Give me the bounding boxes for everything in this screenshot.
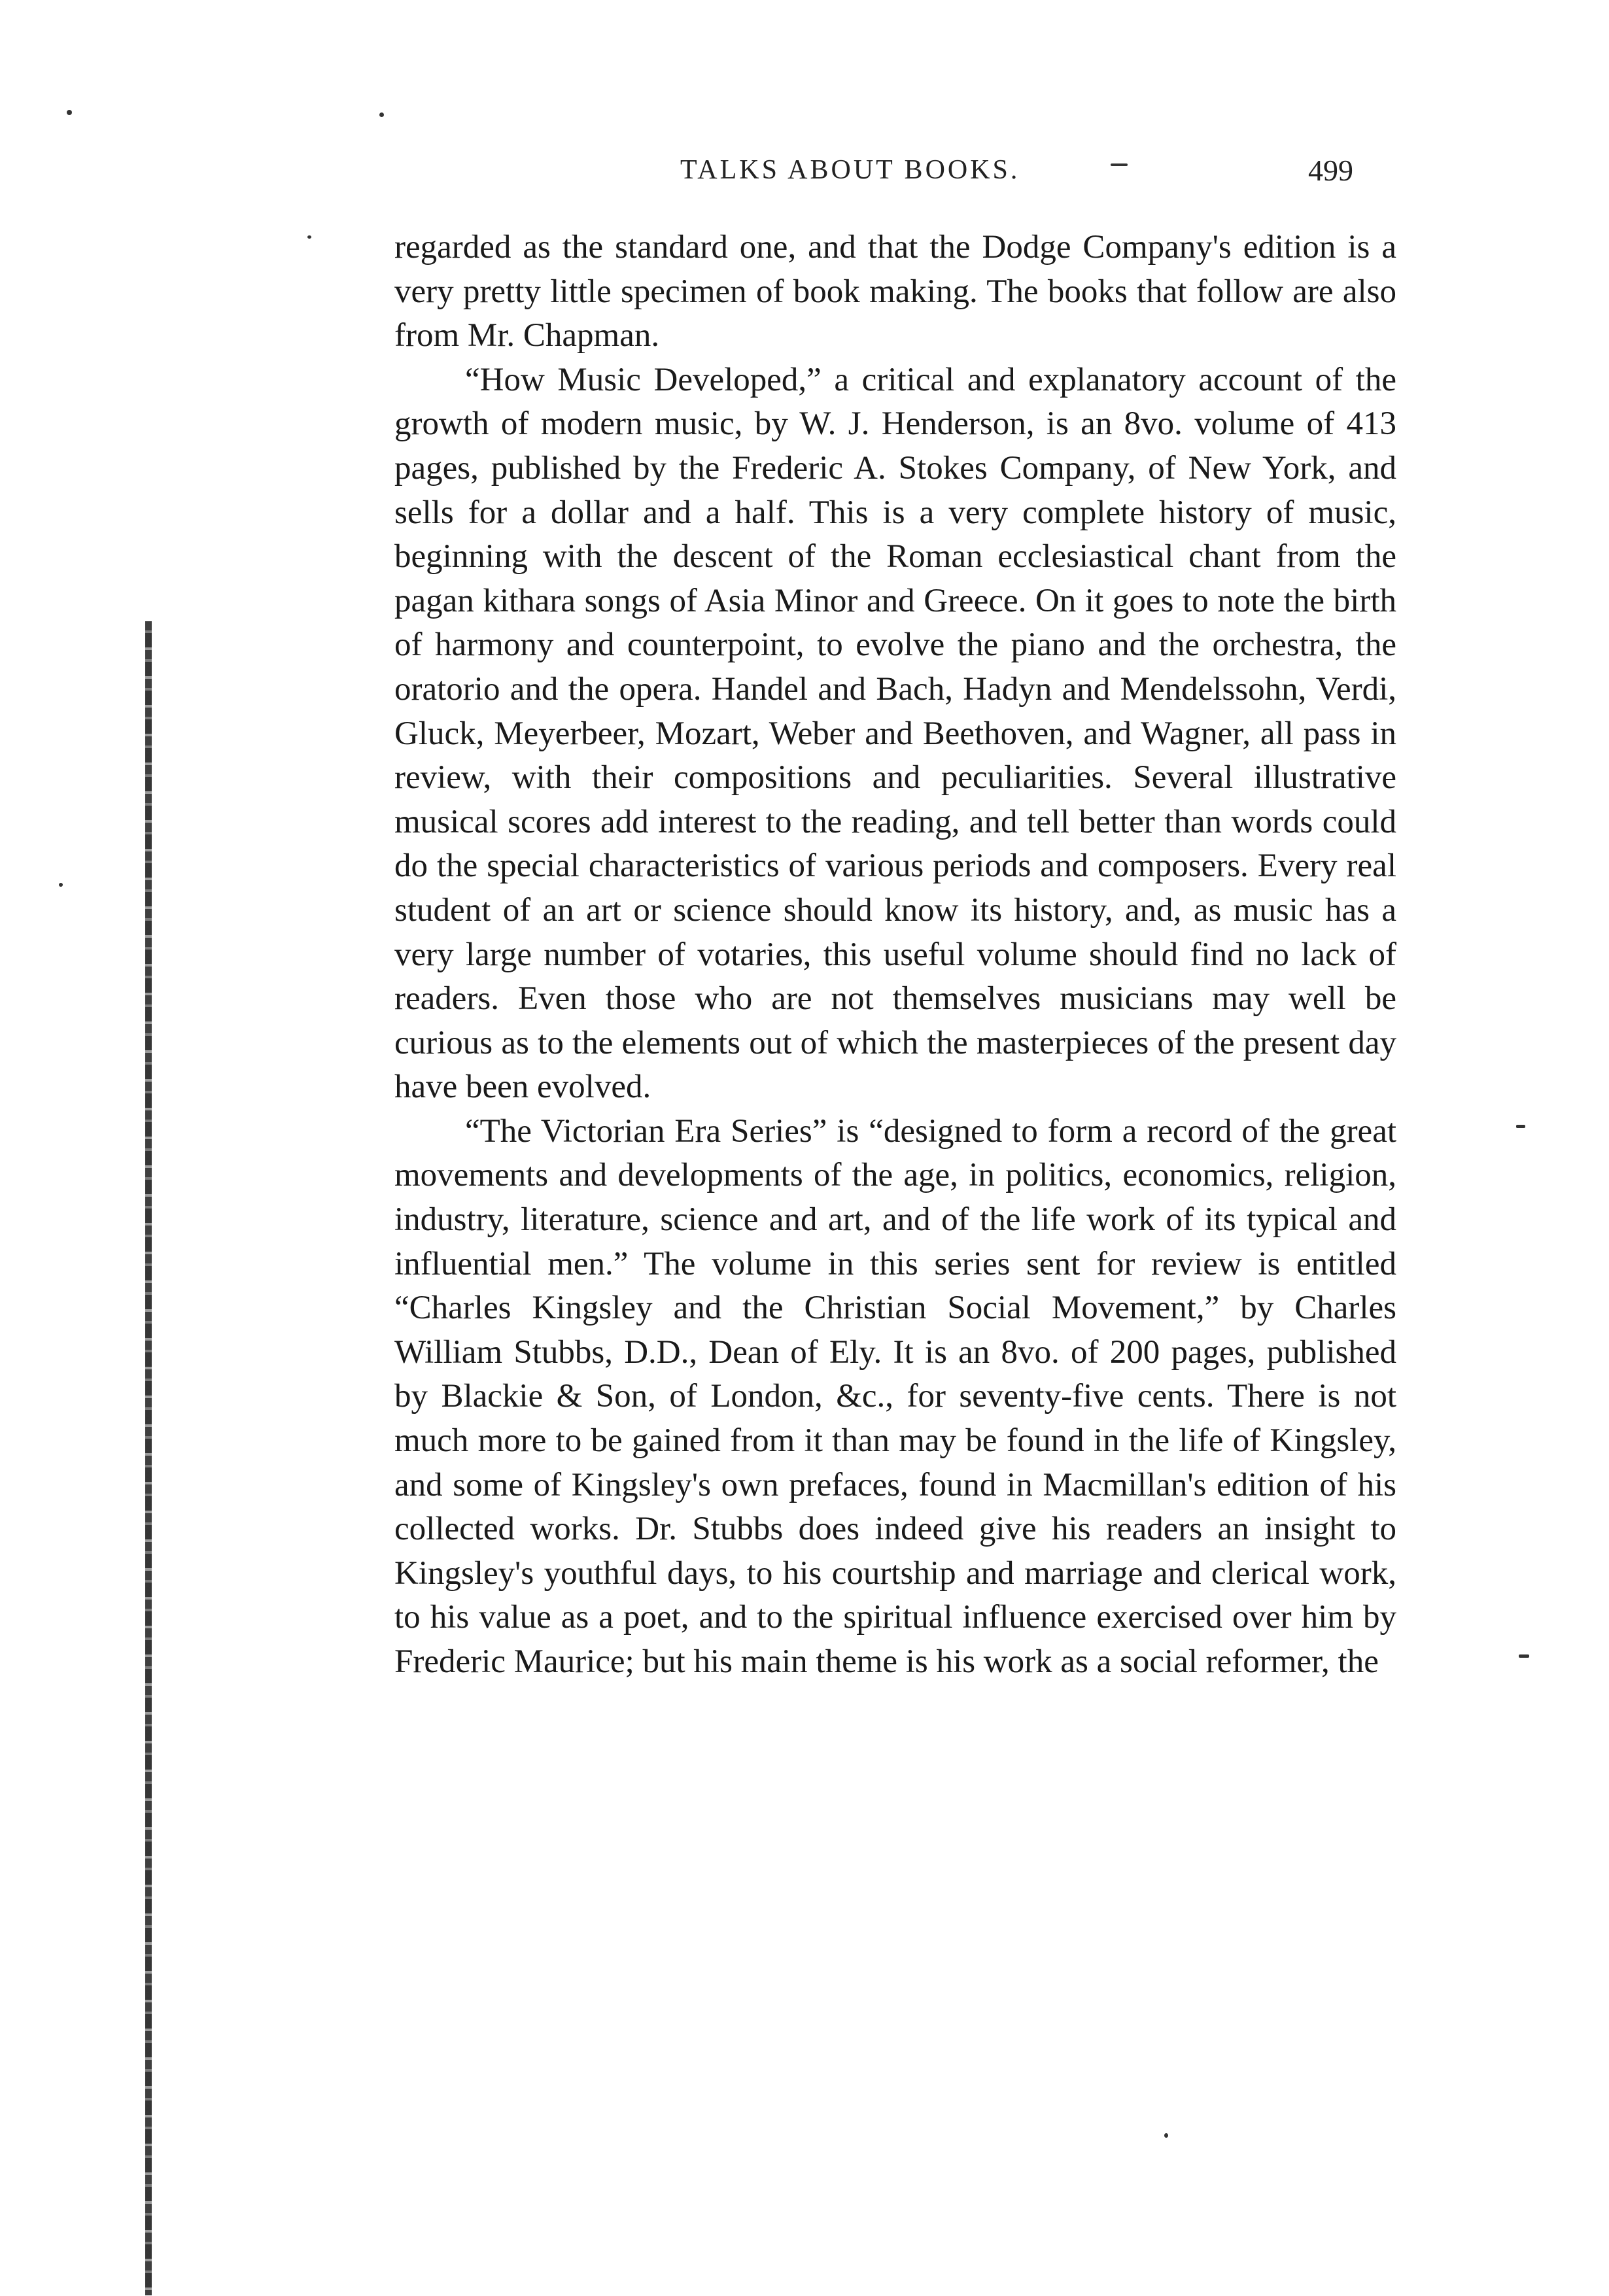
scan-speck [59, 883, 63, 887]
scan-speck [67, 110, 72, 115]
running-head: TALKS ABOUT BOOKS. [680, 155, 1020, 185]
scan-speck [1164, 2133, 1168, 2138]
paragraph-victorian-era-series: “The Victorian Era Series” is “designed to form a record of the great movements and developments of the age, in politics, economics, religion, industry, literature, science and art, and of the life work of its typical and influential men.” The volume in this series sent for review is entitled “Charles Kingsley and the Christian Social Movement,” by Charles William Stubbs, D.D., Dean of Ely. It is an 8vo. of 200 pages, published by Blackie & Son, of London, &c., for seventy-five cents. There is not much more to be gained from it than may be found in the life of Kingsley, and some of Kingsley's own prefaces, found in Macmillan's edition of his collected works. Dr. Stubbs does indeed give his readers an insight to Kingsley's youthful days, to his courtship and marriage and clerical work, to his value as a poet, and to the spiritual influence exercised over him by Frederic Maurice; but his main theme is his work as a social reformer, the [394, 1112, 1396, 1680]
body-text [394, 226, 1396, 1685]
binding-edge-shadow [145, 621, 152, 2295]
scan-speck [379, 112, 384, 117]
page-number: 499 [1308, 154, 1353, 187]
scan-speck [1519, 1654, 1529, 1658]
scan-speck [307, 235, 311, 239]
paragraph-how-music-developed: “How Music Developed,” a critical and explanatory account of the growth of modern music, by W. J. Henderson, is an 8vo. volume of 413 pages, published by the Frederic A. Stokes Company, of New York, and sells for a dollar and a half. This is a very complete history of music, beginning with the descent of the Roman ecclesiastical chant from the pagan kithara songs of Asia Minor and Greece. On it goes to note the birth of harmony and counterpoint, to evolve the piano and the orchestra, the oratorio and the opera. Handel and Bach, Hadyn and Mendelssohn, Verdi, Gluck, Meyerbeer, Mozart, Weber and Beethoven, and Wagner, all pass in review, with their compositions and peculiarities. Several illustrative musical scores add interest to the reading, and tell better than words could do the special characteristics of various periods and composers. Every real student of an art or science should know its history, and, as music has a very large number of votaries, this useful volume should find no lack of readers. Even those who are not themselves musicians may well be curious as to the elements out of which the masterpieces of the present day have been evolved. [394, 361, 1396, 1106]
scan-speck [1516, 1125, 1525, 1128]
paragraph-continuation: regarded as the standard one, and that the Dodge Company's edition is a very pretty little specimen of book making. The books that follow are also from Mr. Chapman. [394, 229, 1396, 354]
scan-speck [1111, 163, 1128, 166]
